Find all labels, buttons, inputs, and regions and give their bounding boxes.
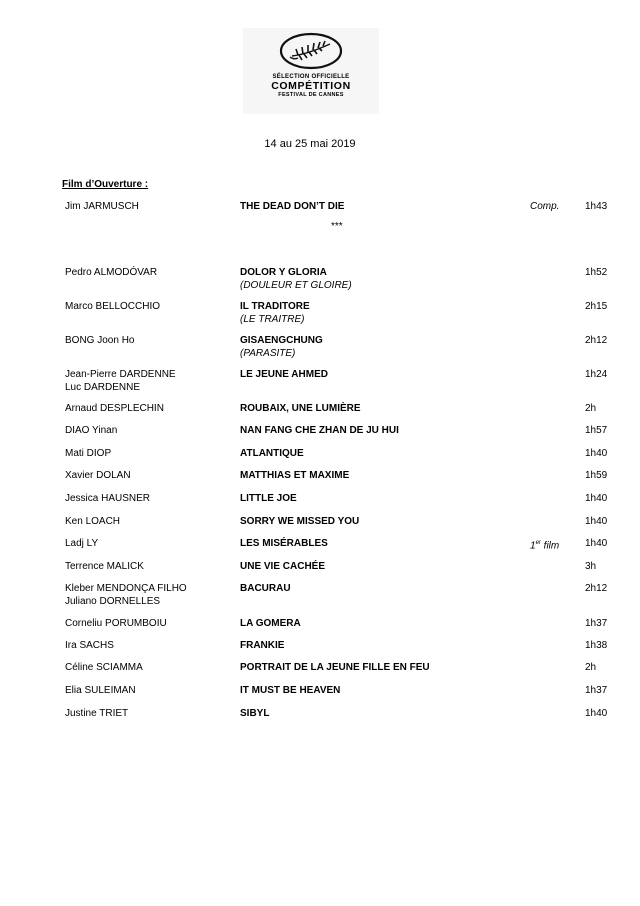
film-title-text: ROUBAIX, UNE LUMIÈRE	[240, 403, 361, 414]
film-title-text: GISAENGCHUNG	[240, 335, 323, 346]
film-french-title: (LE TRAITRE)	[240, 314, 305, 325]
director-line: Marco BELLOCCHIO	[65, 301, 161, 312]
film-title	[240, 582, 291, 595]
director-name	[65, 334, 134, 347]
director-name	[65, 537, 98, 550]
director-name	[65, 368, 176, 394]
director-name	[65, 560, 144, 573]
film-runtime: 1h57	[585, 425, 608, 436]
film-runtime: 1h40	[585, 448, 608, 459]
film-title-text: ATLANTIQUE	[240, 448, 304, 459]
film-title	[240, 515, 359, 528]
film-title-text: BACURAU	[240, 583, 291, 594]
film-title-text: LE JEUNE AHMED	[240, 369, 328, 380]
director-name	[65, 617, 167, 630]
film-runtime: 1h38	[585, 640, 608, 651]
film-title-text: SIBYL	[240, 708, 270, 719]
film-title-text: DOLOR Y GLORIA	[240, 267, 327, 278]
logo-subtitle: SÉLECTION OFFICIELLE	[272, 74, 350, 80]
film-runtime: 1h40	[585, 538, 608, 549]
film-runtime: 2h12	[585, 335, 608, 346]
palm-leaf-icon	[278, 32, 344, 72]
film-runtime: 1h43	[585, 201, 608, 212]
note-ordinal: er	[535, 540, 541, 546]
logo-festival: FESTIVAL DE CANNES	[278, 92, 344, 98]
director-name	[65, 582, 187, 608]
director-name	[65, 266, 157, 279]
director-name	[65, 684, 136, 697]
director-line: Juliano DORNELLES	[65, 596, 161, 607]
film-title-text: SORRY WE MISSED YOU	[240, 516, 360, 527]
director-name	[65, 424, 117, 437]
film-title-text: LITTLE JOE	[240, 493, 297, 504]
film-title	[240, 266, 352, 292]
film-runtime: 1h37	[585, 618, 608, 629]
director-line: DIAO Yinan	[65, 425, 118, 436]
film-title-text: PORTRAIT DE LA JEUNE FILLE EN FEU	[240, 662, 430, 673]
film-title	[240, 447, 304, 460]
film-french-title: (DOULEUR ET GLOIRE)	[240, 280, 352, 291]
festival-dates: 14 au 25 mai 2019	[264, 138, 356, 150]
director-line: Ira SACHS	[65, 640, 114, 651]
director-name	[65, 300, 160, 313]
director-name	[65, 661, 143, 674]
film-title	[240, 469, 349, 482]
film-title	[240, 537, 328, 550]
opening-film-label: Film d’Ouverture :	[62, 179, 149, 190]
note-number: 1	[530, 540, 536, 552]
director-line: Arnaud DESPLECHIN	[65, 403, 164, 414]
film-runtime: 1h40	[585, 493, 608, 504]
film-note	[530, 537, 559, 552]
film-runtime: 3h	[585, 561, 597, 572]
film-note: Comp.	[530, 201, 560, 212]
film-title-text: UNE VIE CACHÉE	[240, 561, 326, 572]
film-runtime: 2h	[585, 662, 597, 673]
film-runtime: 1h24	[585, 369, 608, 380]
director-line: Luc DARDENNE	[65, 382, 141, 393]
film-title	[240, 402, 361, 415]
festival-logo	[243, 28, 379, 114]
film-title-text: IT MUST BE HEAVEN	[240, 685, 341, 696]
separator: ***	[331, 221, 343, 232]
film-title-text: MATTHIAS ET MAXIME	[240, 470, 350, 481]
director-name	[65, 707, 128, 720]
director-line: Xavier DOLAN	[65, 470, 131, 481]
director-line: Elia SULEIMAN	[65, 685, 136, 696]
director-line: Céline SCIAMMA	[65, 662, 143, 673]
film-title-text: IL TRADITORE	[240, 301, 310, 312]
director-line: Justine TRIET	[65, 708, 129, 719]
film-title-text: LES MISÉRABLES	[240, 538, 328, 549]
director-line: Kleber MENDONÇA FILHO	[65, 583, 187, 594]
film-title	[240, 300, 310, 326]
film-runtime: 1h59	[585, 470, 608, 481]
film-title-text: NAN FANG CHE ZHAN DE JU HUI	[240, 425, 399, 436]
film-title	[240, 492, 297, 505]
film-runtime: 2h12	[585, 583, 608, 594]
director-line: Terrence MALICK	[65, 561, 144, 572]
director-name: Jim JARMUSCH	[65, 201, 139, 212]
film-title	[240, 707, 269, 720]
film-runtime: 2h	[585, 403, 597, 414]
director-line: Pedro ALMODÓVAR	[65, 267, 158, 278]
film-runtime: 2h15	[585, 301, 608, 312]
director-line: Jessica HAUSNER	[65, 493, 151, 504]
director-line: Mati DIOP	[65, 448, 112, 459]
film-title-text: LA GOMERA	[240, 618, 301, 629]
director-line: Corneliu PORUMBOIU	[65, 618, 167, 629]
film-title	[240, 639, 284, 652]
logo-title: COMPÉTITION	[271, 80, 351, 92]
director-line: Ladj LY	[65, 538, 99, 549]
director-line: BONG Joon Ho	[65, 335, 135, 346]
film-runtime: 1h37	[585, 685, 608, 696]
director-name	[65, 492, 150, 505]
film-title	[240, 661, 430, 674]
film-title	[240, 684, 340, 697]
film-title	[240, 334, 323, 360]
film-title	[240, 368, 328, 381]
director-line: Ken LOACH	[65, 516, 121, 527]
film-runtime: 1h40	[585, 516, 608, 527]
director-name	[65, 447, 111, 460]
film-runtime: 1h52	[585, 267, 608, 278]
film-title-text: FRANKIE	[240, 640, 285, 651]
film-title	[240, 560, 325, 573]
director-name	[65, 469, 131, 482]
film-title	[240, 424, 399, 437]
director-name	[65, 402, 164, 415]
director-line: Jean-Pierre DARDENNE	[65, 369, 176, 380]
film-french-title: (PARASITE)	[240, 348, 296, 359]
film-runtime: 1h40	[585, 708, 608, 719]
film-title	[240, 617, 301, 630]
note-word: film	[540, 540, 560, 552]
director-name	[65, 639, 114, 652]
film-title: THE DEAD DON’T DIE	[240, 201, 345, 212]
director-name	[65, 515, 120, 528]
